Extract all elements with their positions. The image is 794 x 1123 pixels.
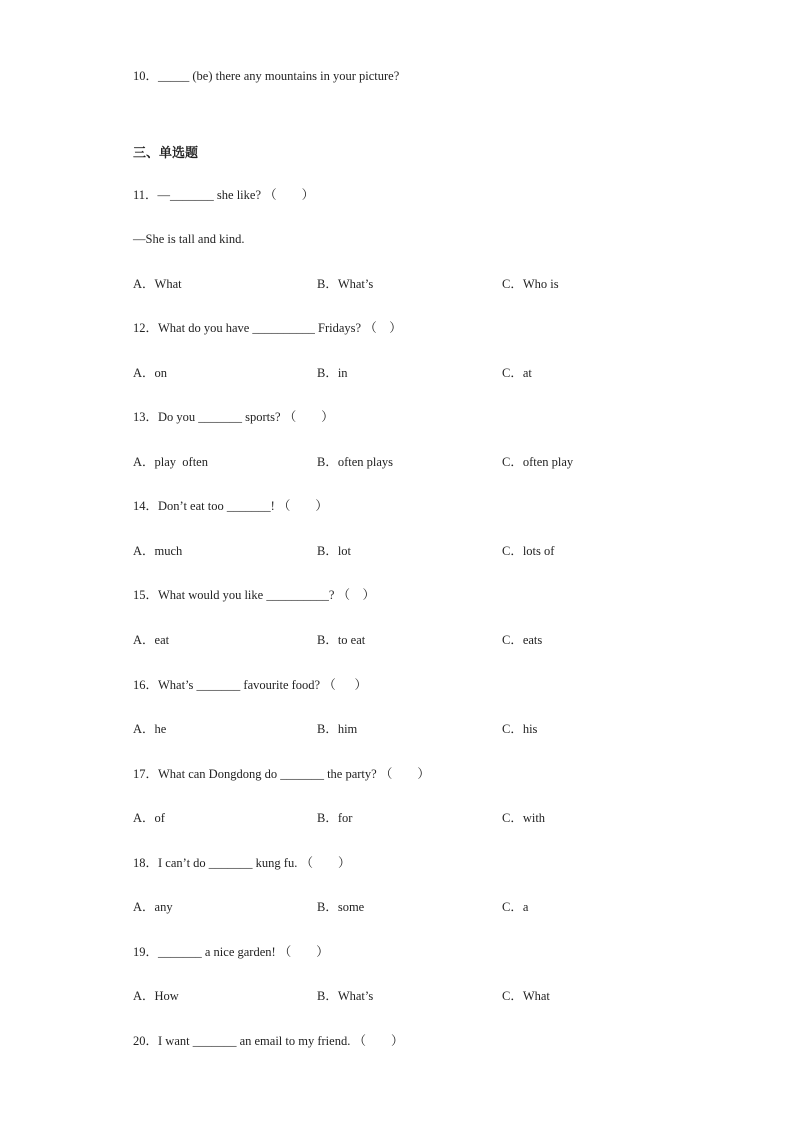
question-16: 16．What’s _______ favourite food? （ ） xyxy=(133,678,367,692)
question-19-option-c: C．What xyxy=(502,989,550,1003)
question-11-answer-line: —She is tall and kind. xyxy=(133,232,245,246)
question-18-option-b: B．some xyxy=(317,900,365,914)
question-14-option-b: B．lot xyxy=(317,544,352,558)
question-19: 19．_______ a nice garden! （ ） xyxy=(133,945,329,959)
question-15-option-c: C．eats xyxy=(502,633,543,647)
question-16-option-a: A．he xyxy=(133,722,167,736)
question-14-option-c: C．lots of xyxy=(502,544,555,558)
question-11-option-a: A．What xyxy=(133,277,182,291)
question-10: 10．_____ (be) there any mountains in your picture? xyxy=(133,69,400,83)
question-12-option-b: B．in xyxy=(317,366,348,380)
question-17-option-b: B．for xyxy=(317,811,353,825)
question-19-option-a: A．How xyxy=(133,989,179,1003)
question-13-option-b: B．often plays xyxy=(317,455,394,469)
question-19-option-b: B．What’s xyxy=(317,989,374,1003)
question-12: 12．What do you have __________ Fridays? （ ） xyxy=(133,321,402,335)
question-15: 15．What would you like __________? （ ） xyxy=(133,588,375,602)
question-17: 17．What can Dongdong do _______ the party? （ ） xyxy=(133,767,430,781)
question-18-option-a: A．any xyxy=(133,900,173,914)
question-20: 20．I want _______ an email to my friend. （ ） xyxy=(133,1034,404,1048)
question-18-option-c: C．a xyxy=(502,900,529,914)
question-17-option-a: A．of xyxy=(133,811,165,825)
question-12-option-a: A．on xyxy=(133,366,168,380)
question-11-option-c: C．Who is xyxy=(502,277,559,291)
section-heading: 三、单选题 xyxy=(133,146,199,161)
question-17-option-c: C．with xyxy=(502,811,546,825)
question-13-option-a: A．play often xyxy=(133,455,208,469)
question-14-option-a: A．much xyxy=(133,544,183,558)
question-16-option-c: C．his xyxy=(502,722,538,736)
question-18: 18．I can’t do _______ kung fu. （ ） xyxy=(133,856,351,870)
question-11: 11．—_______ she like? （ ） xyxy=(133,188,315,202)
question-12-option-c: C．at xyxy=(502,366,532,380)
question-15-option-a: A．eat xyxy=(133,633,170,647)
question-13: 13．Do you _______ sports? （ ） xyxy=(133,410,334,424)
question-15-option-b: B．to eat xyxy=(317,633,366,647)
question-16-option-b: B．him xyxy=(317,722,358,736)
question-13-option-c: C．often play xyxy=(502,455,574,469)
question-11-option-b: B．What’s xyxy=(317,277,374,291)
question-14: 14．Don’t eat too _______! （ ） xyxy=(133,499,328,513)
